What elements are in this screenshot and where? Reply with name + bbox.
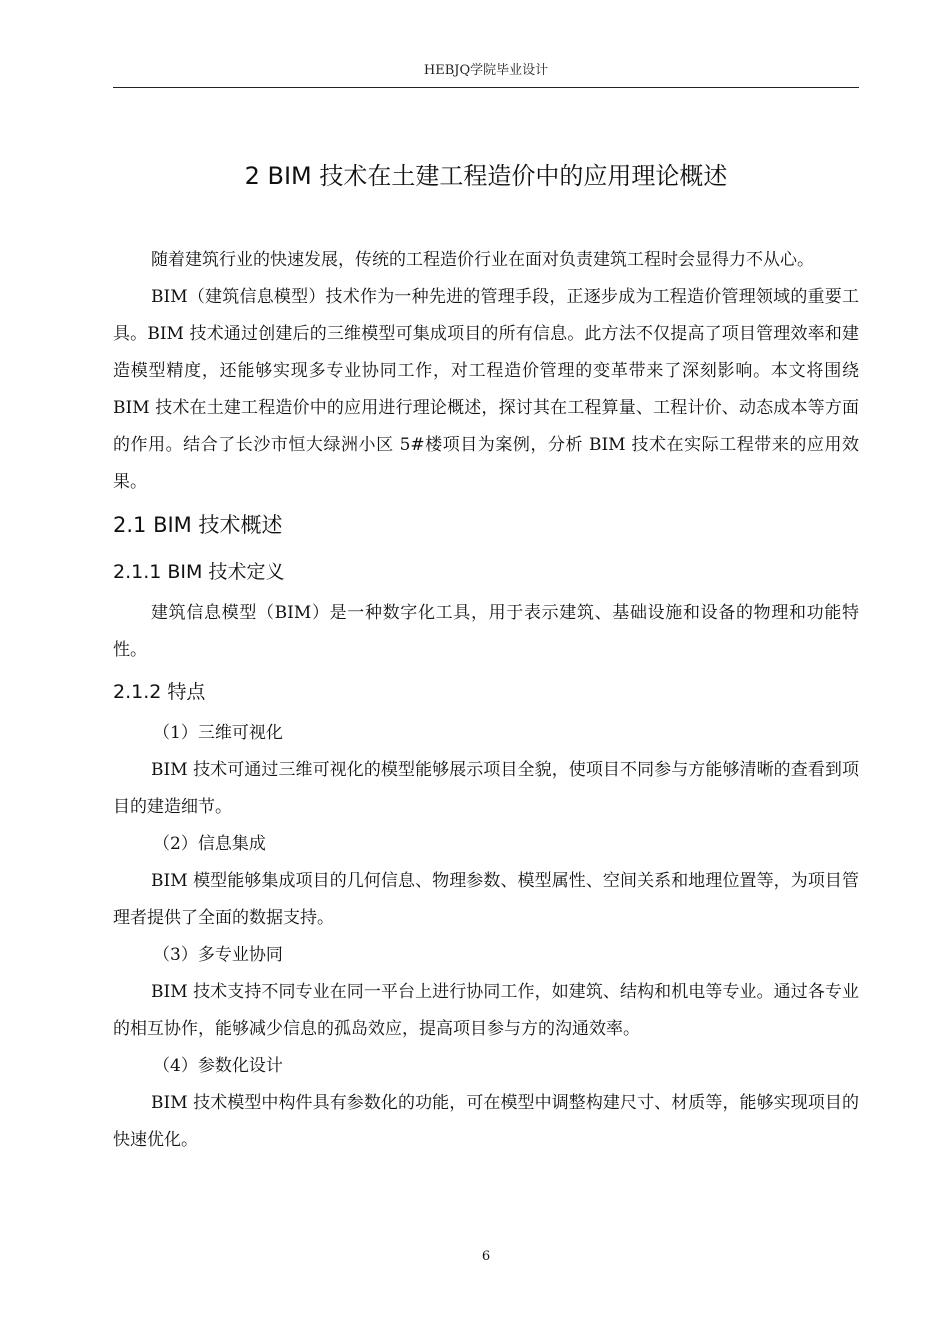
feature-text-4: BIM 技术模型中构件具有参数化的功能，可在模型中调整构建尺寸、材质等，能够实现项目的快速优化。 (113, 1093, 859, 1150)
chapter-title: 2 BIM 技术在土建工程造价中的应用理论概述 (244, 162, 728, 190)
feature-text-2: BIM 模型能够集成项目的几何信息、物理参数、模型属性、空间关系和地理位置等，为项目管理者提供了全面的数据支持。 (113, 871, 859, 928)
feature-label-3: （3）多专业协同 (153, 945, 283, 965)
definition-paragraph: 建筑信息模型（BIM）是一种数字化工具，用于表示建筑、基础设施和设备的物理和功能特性。 (113, 603, 859, 660)
section-heading-2-1: 2.1 BIM 技术概述 (113, 513, 283, 537)
intro-paragraph-2: BIM（建筑信息模型）技术作为一种先进的管理手段，正逐步成为工程造价管理领域的重要工具。BIM 技术通过创建后的三维模型可集成项目的所有信息。此方法不仅提高了项目管理效率和建造模型精度，还能够实现多专业协同工作，对工程造价管理的变革带来了深刻影响。本文将围绕 BIM 技术在土建工程造价中的应用进行理论概述，探讨其在工程算量、工程计价、动态成本等方面的作用。结合了长沙市恒大绿洲小区 5#楼项目为案例，分析 BIM 技术在实际工程带来的应用效果。 (113, 287, 859, 492)
feature-text-1: BIM 技术可通过三维可视化的模型能够展示项目全貌，使项目不同参与方能够清晰的查看到项目的建造细节。 (113, 760, 859, 817)
page-body (113, 148, 859, 1159)
feature-label-1: （1）三维可视化 (153, 723, 283, 743)
feature-label-4: （4）参数化设计 (153, 1056, 283, 1076)
header-divider (113, 87, 859, 88)
page-number: 6 (481, 1249, 491, 1264)
feature-label-2: （2）信息集成 (153, 834, 266, 854)
section-heading-2-1-2: 2.1.2 特点 (113, 681, 206, 703)
intro-paragraph-1: 随着建筑行业的快速发展，传统的工程造价行业在面对负责建筑工程时会显得力不从心。 (151, 250, 814, 270)
feature-text-3: BIM 技术支持不同专业在同一平台上进行协同工作，如建筑、结构和机电等专业。通过各专业的相互协作，能够减少信息的孤岛效应，提高项目参与方的沟通效率。 (113, 982, 859, 1039)
section-heading-2-1-1: 2.1.1 BIM 技术定义 (113, 561, 285, 583)
page-header: HEBJQ学院毕业设计 (423, 63, 549, 78)
title-spacer (113, 204, 859, 242)
